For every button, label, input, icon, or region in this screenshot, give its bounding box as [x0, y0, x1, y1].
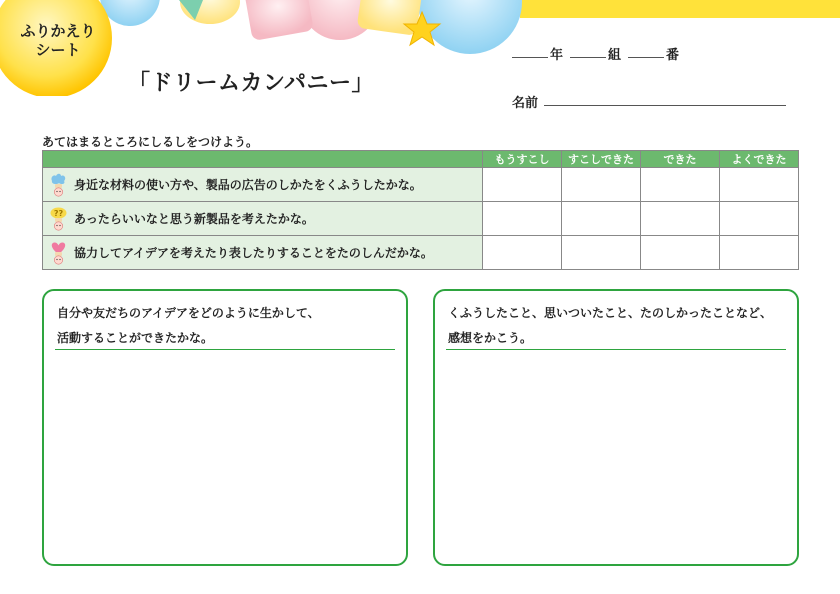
class-field[interactable] — [570, 57, 606, 58]
table-row — [43, 236, 799, 270]
instruction-text: あてはまるところにしるしをつけよう。 — [42, 135, 259, 149]
reflection-box-ideas[interactable] — [42, 289, 408, 566]
class-label: 組 — [608, 48, 622, 63]
rating-cell[interactable] — [641, 168, 720, 202]
number-label: 番 — [666, 48, 680, 63]
svg-text:??: ?? — [53, 208, 64, 218]
rating-header: すこしできた — [562, 151, 641, 168]
prompt-line: 活動することができたかな。 — [57, 331, 214, 345]
name-field[interactable] — [544, 105, 786, 106]
rating-cell[interactable] — [483, 168, 562, 202]
blue-mascot-icon — [48, 173, 68, 197]
table-row — [43, 168, 799, 202]
prompt-line: 感想をかこう。 — [448, 331, 533, 345]
sheet-label-line1: ふりかえり — [20, 22, 96, 40]
rating-cell[interactable] — [720, 202, 799, 236]
question-text: 協力してアイデアを考えたり表したりすることをたのしんだかな。 — [74, 246, 433, 260]
rating-cell[interactable] — [641, 202, 720, 236]
question-cell — [43, 202, 483, 236]
year-label: 年 — [550, 48, 564, 63]
rating-header: よくできた — [720, 151, 799, 168]
prompt-divider — [55, 349, 395, 350]
sheet-label-line2: シート — [35, 41, 81, 59]
page-title: 「ドリームカンパニー」 — [128, 71, 374, 96]
question-cell — [43, 236, 483, 270]
year-field[interactable] — [512, 57, 548, 58]
rating-cell[interactable] — [641, 236, 720, 270]
rating-table — [42, 150, 799, 270]
rating-cell[interactable] — [483, 236, 562, 270]
name-label: 名前 — [512, 96, 539, 111]
reflection-prompt — [448, 301, 787, 351]
sheet-label — [12, 22, 104, 60]
yellow-mascot-icon — [48, 207, 68, 231]
rating-cell[interactable] — [720, 236, 799, 270]
question-cell — [43, 168, 483, 202]
reflection-box-impressions[interactable] — [433, 289, 799, 566]
reflection-prompt — [57, 301, 396, 351]
rating-header-row — [43, 151, 799, 168]
rating-cell[interactable] — [562, 236, 641, 270]
number-field[interactable] — [628, 57, 664, 58]
rating-header: もうすこし — [483, 151, 562, 168]
question-text: あったらいいなと思う新製品を考えたかな。 — [74, 212, 314, 226]
prompt-line: くふうしたこと、思いついたこと、たのしかったことなど、 — [448, 306, 773, 320]
pink-mascot-icon — [48, 241, 68, 265]
rating-cell[interactable] — [562, 202, 641, 236]
prompt-divider — [446, 349, 786, 350]
rating-cell[interactable] — [562, 168, 641, 202]
prompt-line: 自分や友だちのアイデアをどのように生かして、 — [57, 306, 320, 320]
header-decoration — [0, 0, 840, 100]
rating-header: できた — [641, 151, 720, 168]
pink-block — [244, 0, 314, 41]
rating-cell[interactable] — [720, 168, 799, 202]
rating-cell[interactable] — [483, 202, 562, 236]
question-text: 身近な材料の使い方や、製品の広告のしかたをくふうしたかな。 — [74, 178, 422, 192]
table-row — [43, 202, 799, 236]
question-header — [43, 151, 483, 168]
